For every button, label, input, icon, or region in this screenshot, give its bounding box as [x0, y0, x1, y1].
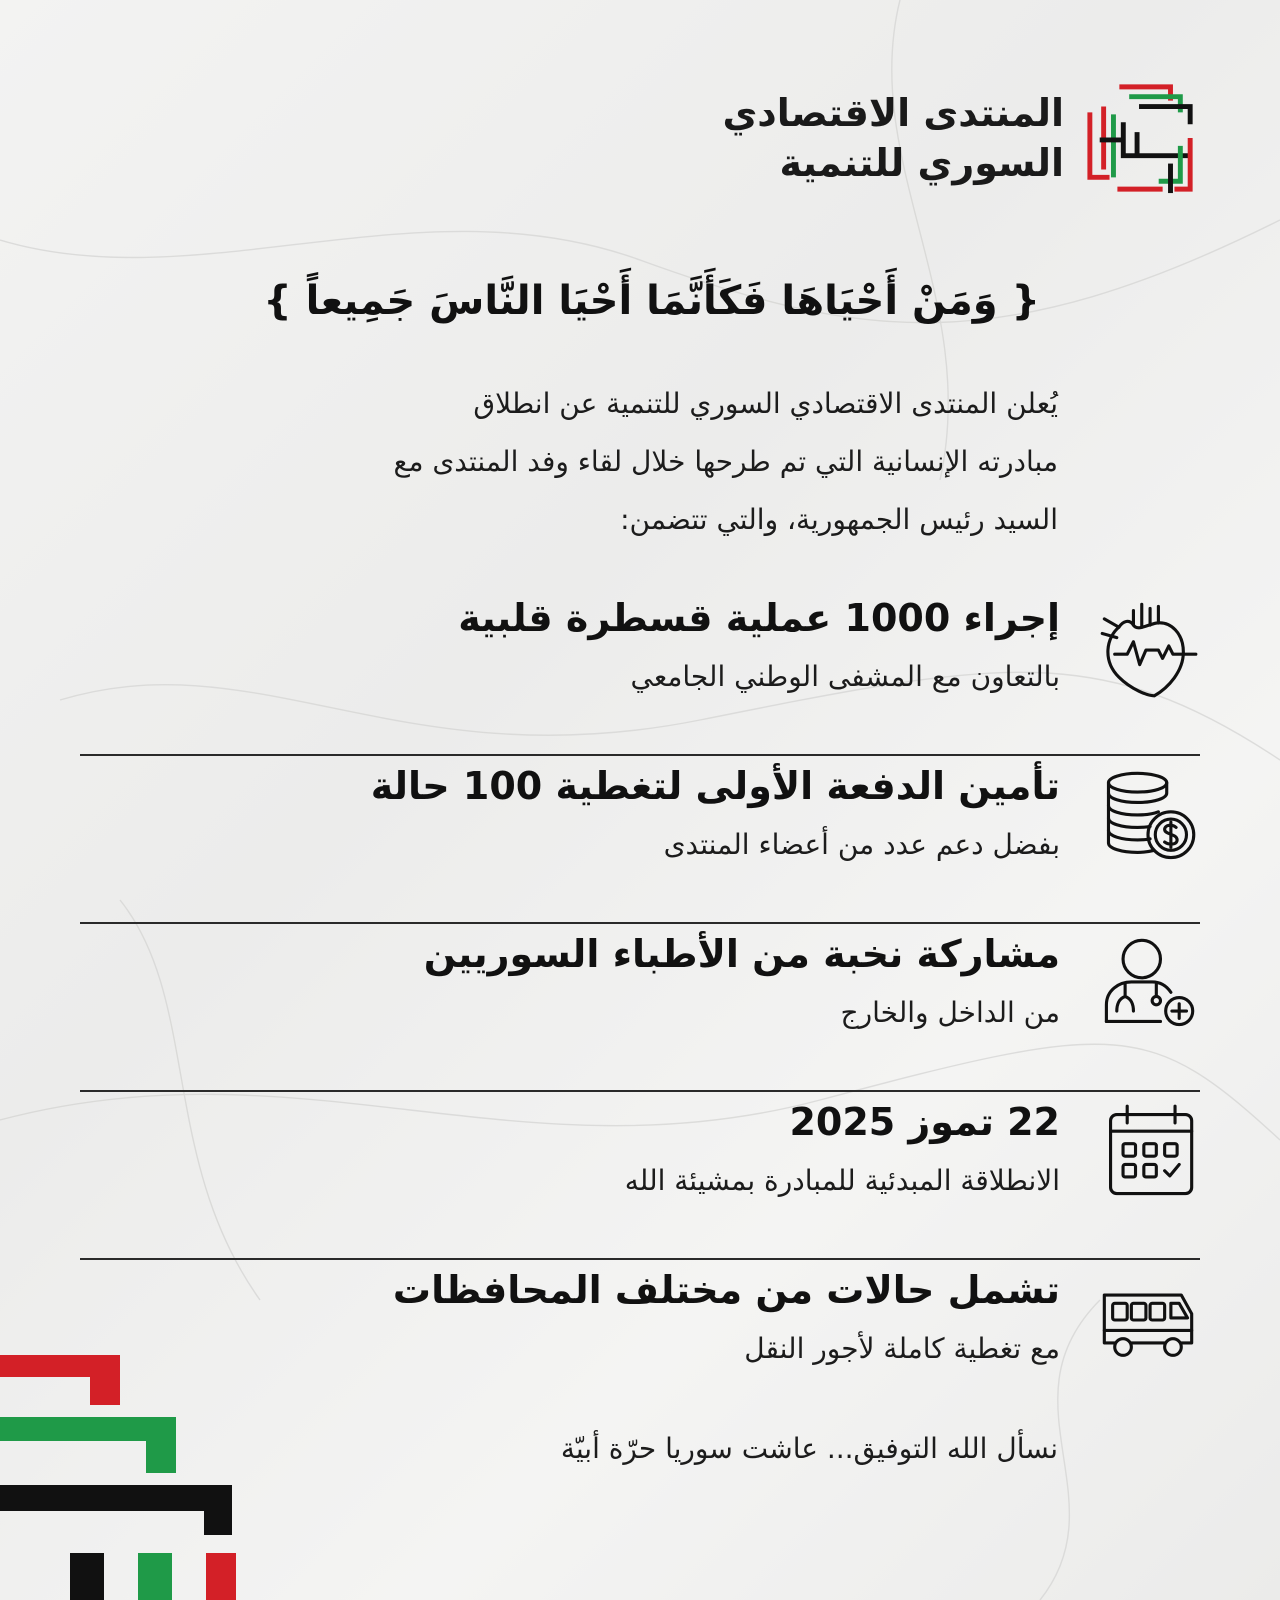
item-subtitle: بالتعاون مع المشفى الوطني الجامعي [630, 660, 1060, 693]
header [640, 78, 1200, 198]
list-item [80, 1092, 1200, 1260]
item-subtitle: مع تغطية كاملة لأجور النقل [744, 1332, 1060, 1365]
item-subtitle: الانطلاقة المبدئية للمبادرة بمشيئة الله [624, 1164, 1060, 1197]
org-name [722, 88, 1064, 188]
initiative-list [80, 588, 1200, 1430]
intro-line: مبادرته الإنسانية التي تم طرحها خلال لقاء وفد المنتدى مع [393, 445, 1058, 478]
quran-verse: { وَمَنْ أَحْيَاهَا فَكَأَنَّمَا أَحْيَا النَّاسَ جَمِيعاً } [263, 278, 1040, 324]
org-name-line2: السوري للتنمية [779, 141, 1064, 185]
forum-logo-icon [1082, 79, 1200, 197]
intro-line: يُعلن المنتدى الاقتصادي السوري للتنمية عن انطلاق [473, 387, 1058, 420]
flag-stripes-decoration [0, 1355, 245, 1600]
item-title: تأمين الدفعة الأولى لتغطية 100 حالة [370, 764, 1060, 808]
item-title: 22 تموز 2025 [789, 1100, 1060, 1144]
list-item [80, 588, 1200, 756]
closing-line: نسأل الله التوفيق... عاشت سوريا حرّة أبيّة [560, 1432, 1058, 1465]
list-item [80, 924, 1200, 1092]
doctor-icon [1096, 932, 1200, 1036]
heart-icon [1096, 596, 1200, 700]
bus-icon [1096, 1268, 1200, 1372]
intro-paragraph [218, 375, 1058, 549]
item-title: مشاركة نخبة من الأطباء السوريين [423, 932, 1060, 976]
item-subtitle: من الداخل والخارج [840, 996, 1060, 1029]
intro-line: السيد رئيس الجمهورية، والتي تتضمن: [620, 503, 1058, 536]
coins-icon [1096, 764, 1200, 868]
list-item [80, 756, 1200, 924]
list-item [80, 1260, 1200, 1430]
calendar-icon [1096, 1100, 1200, 1204]
item-title: تشمل حالات من مختلف المحافظات [392, 1268, 1060, 1312]
org-name-line1: المنتدى الاقتصادي [722, 91, 1064, 135]
item-subtitle: بفضل دعم عدد من أعضاء المنتدى [663, 828, 1060, 861]
item-title: إجراء 1000 عملية قسطرة قلبية [458, 596, 1060, 640]
